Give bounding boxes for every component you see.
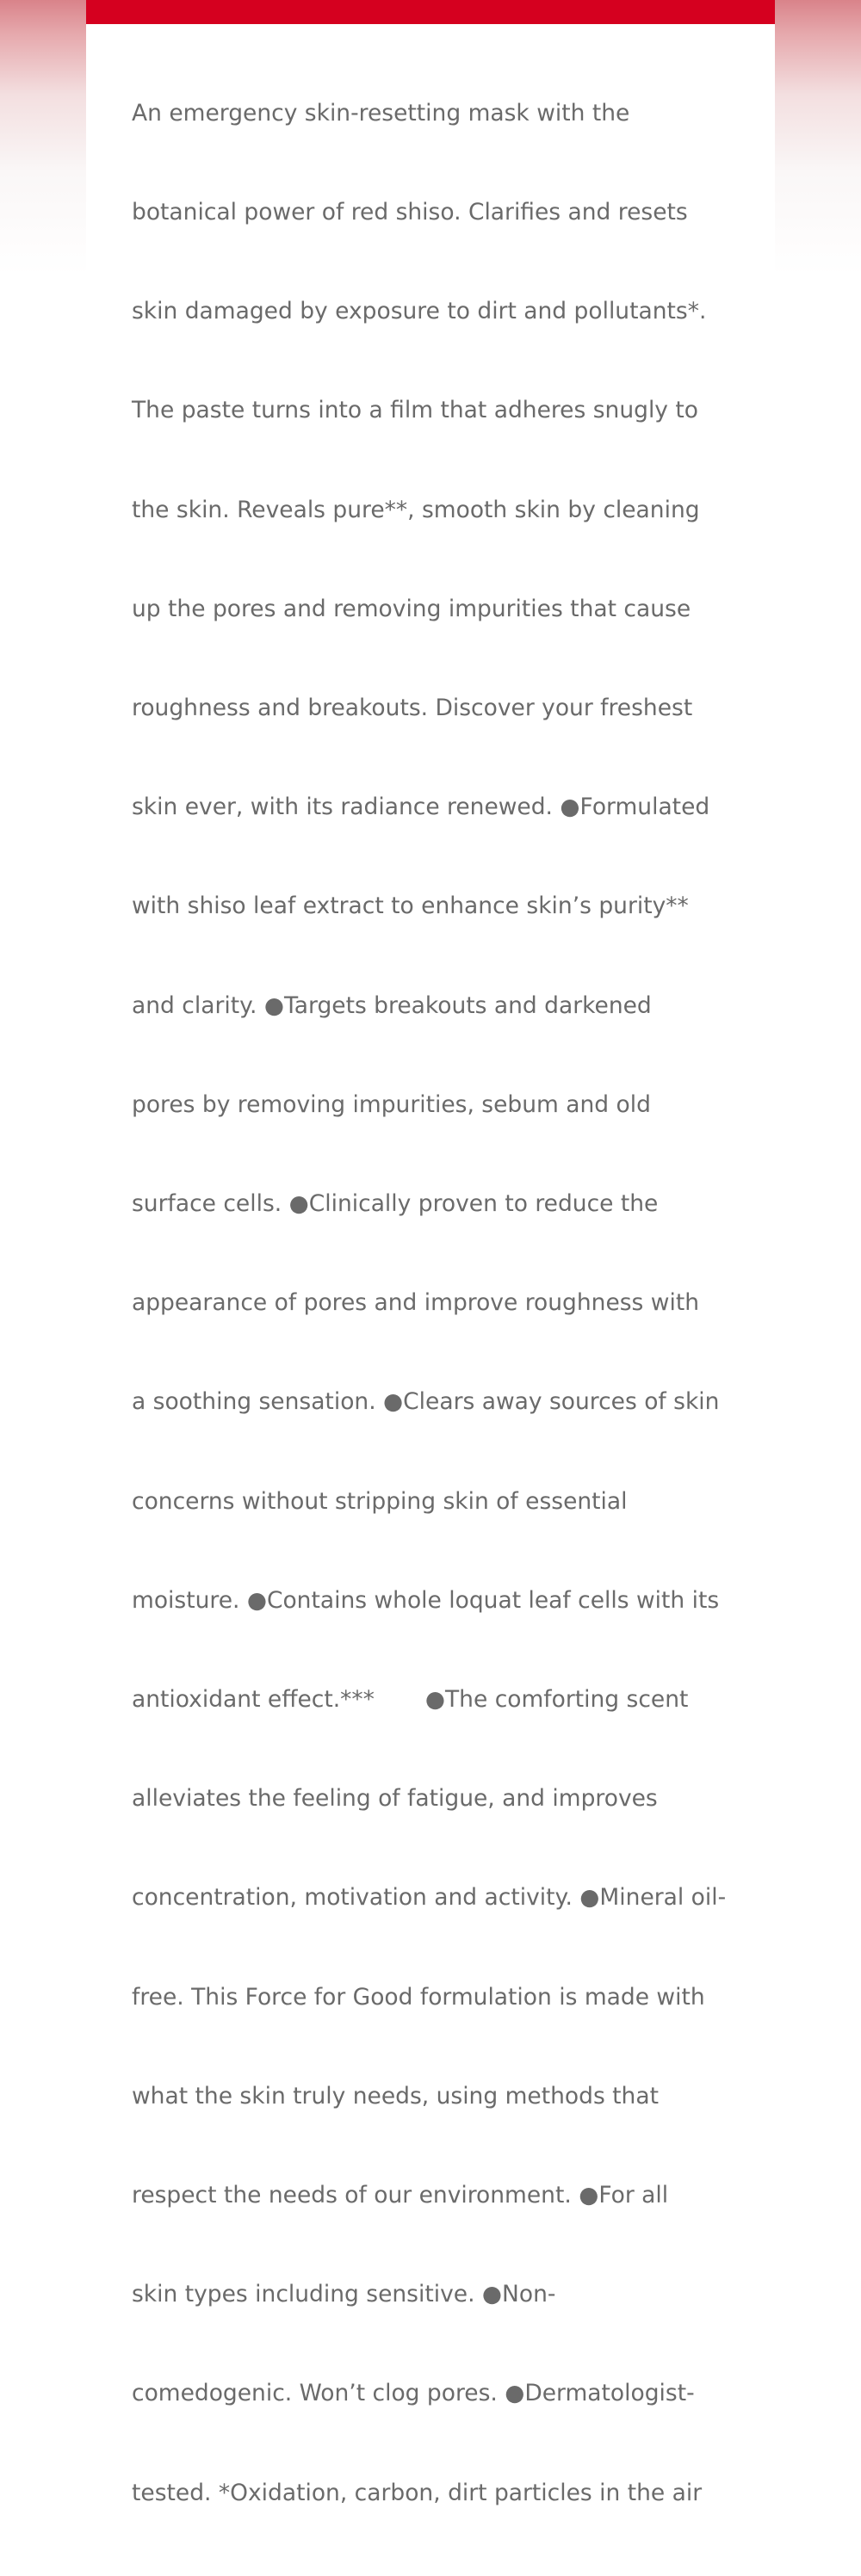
description-line: roughness and breakouts. Discover your freshest xyxy=(132,695,693,722)
description-line: An emergency skin-resetting mask with the xyxy=(132,99,630,127)
description-line: skin types including sensitive. ●Non- xyxy=(132,2281,556,2308)
description-line: The paste turns into a film that adheres snugly to xyxy=(132,397,699,424)
description-line: moisture. ●Contains whole loquat leaf cells with its xyxy=(132,1586,720,1614)
description-line: skin damaged by exposure to dirt and pollutants*. xyxy=(132,298,707,325)
right-edge-background xyxy=(775,0,861,861)
description-line: alleviates the feeling of fatigue, and improves xyxy=(132,1785,658,1813)
left-edge-background xyxy=(0,0,86,861)
product-description-text xyxy=(132,31,734,2576)
product-description-panel xyxy=(86,0,775,2506)
description-line: concentration, motivation and activity. ●Mineral oil- xyxy=(132,1884,727,1912)
description-line: up the pores and removing impurities that cause xyxy=(132,595,691,622)
description-line: the skin. Reveals pure**, smooth skin by cleaning xyxy=(132,496,700,523)
description-line: pores by removing impurities, sebum and old xyxy=(132,1090,651,1118)
description-line: skin ever, with its radiance renewed. ●Formulated xyxy=(132,794,710,821)
description-line: a soothing sensation. ●Clears away sources of skin xyxy=(132,1388,720,1416)
description-line: comedogenic. Won’t clog pores. ●Dermatologist- xyxy=(132,2380,695,2407)
description-line: surface cells. ●Clinically proven to reduce the xyxy=(132,1190,659,1218)
description-line: respect the needs of our environment. ●For all xyxy=(132,2182,669,2209)
description-line: what the skin truly needs, using methods that xyxy=(132,2082,659,2110)
description-line: tested. *Oxidation, carbon, dirt particles in the air xyxy=(132,2479,703,2506)
description-line: concerns without stripping skin of essential xyxy=(132,1487,628,1515)
description-line: with shiso leaf extract to enhance skin’s purity** xyxy=(132,893,689,920)
header-bar xyxy=(86,0,775,24)
description-line: free. This Force for Good formulation is made with xyxy=(132,1983,705,2011)
description-line: and clarity. ●Targets breakouts and darkened xyxy=(132,991,652,1019)
description-line: antioxidant effect.*** ●The comforting scent xyxy=(132,1686,689,1714)
description-line: appearance of pores and improve roughness with xyxy=(132,1289,700,1317)
description-line: botanical power of red shiso. Clarifies and resets xyxy=(132,199,688,226)
